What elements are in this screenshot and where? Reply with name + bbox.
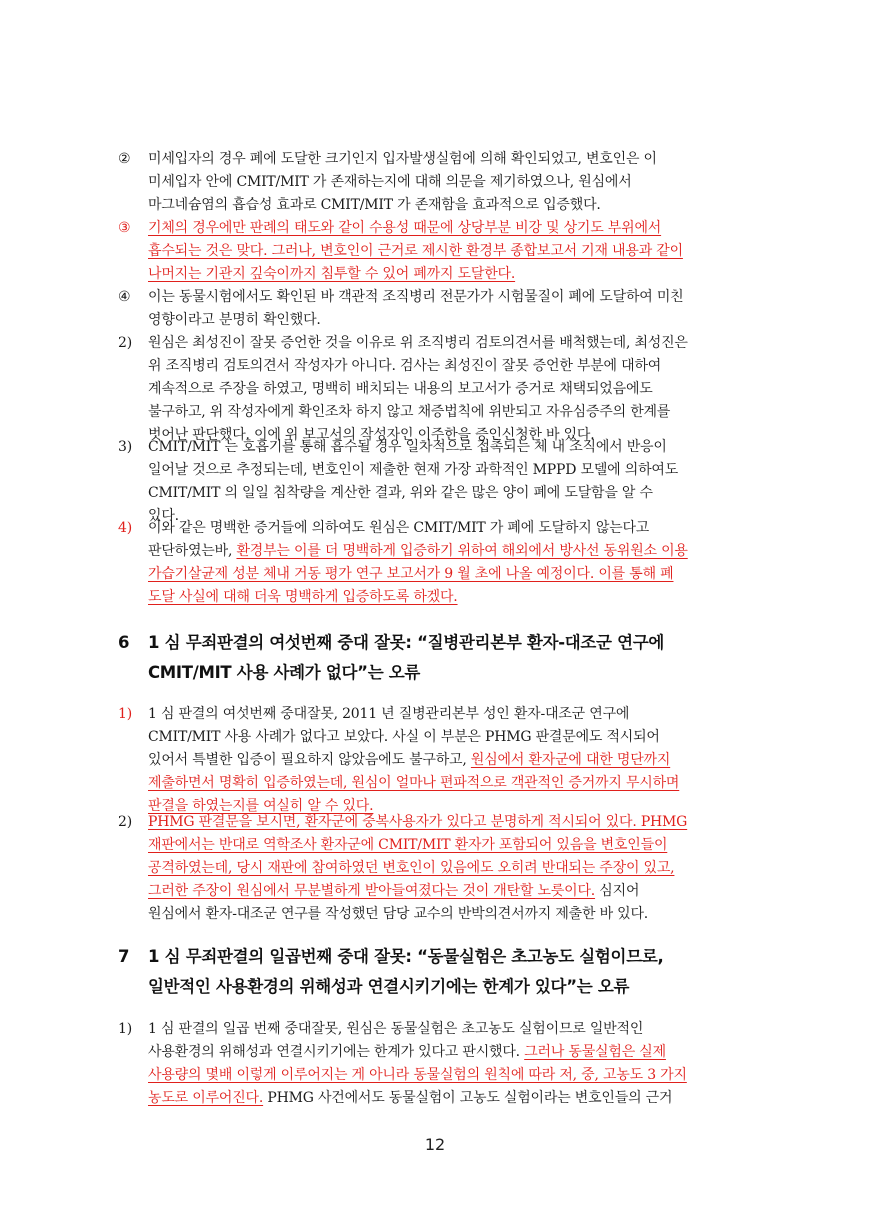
text-run: 원심에서 환자-대조군 연구를 작성했던 담당 교수의 반박의견서까지 제출한 바 있다. — [148, 906, 649, 922]
text-run: 1 심 판결의 여섯번째 중대잘못, 2011 년 질병관리본부 성인 환자-대조군 연구에 — [148, 706, 630, 722]
list-item — [118, 1018, 738, 1110]
text-line — [148, 703, 738, 726]
list-item — [118, 703, 738, 818]
emphasized-text: 공격하였는데, 당시 재판에 참여하였던 변호인이 있음에도 오히려 반대되는 주장이 있고, — [148, 860, 675, 876]
section-number: 6 — [118, 633, 130, 652]
emphasized-text: 그러한 주장이 원심에서 무분별하게 받아들여졌다는 것이 개탄할 노릇이다. — [148, 883, 596, 899]
list-item-body — [148, 703, 738, 818]
section-number: 7 — [118, 947, 130, 966]
list-marker: 1) — [118, 706, 132, 722]
list-marker: 2) — [118, 335, 132, 351]
text-line — [148, 148, 738, 171]
list-marker: ② — [118, 151, 131, 167]
emphasized-text: 재판에서는 반대로 역학조사 환자군에 CMIT/MIT 환자가 포함되어 있음을 변호인들이 — [148, 837, 668, 853]
text-run: 마그네슘염의 흡습성 효과로 CMIT/MIT 가 존재함을 효과적으로 입증했다. — [148, 197, 601, 213]
list-marker: 4) — [118, 520, 132, 536]
text-line — [148, 1018, 738, 1041]
text-line — [148, 459, 738, 482]
emphasized-text: 제출하면서 명확히 입증하였는데, 원심이 얼마나 편파적으로 객관적인 증거까지 무시하며 — [148, 775, 680, 791]
list-item — [118, 811, 738, 926]
text-line — [148, 355, 738, 378]
text-run: CMIT/MIT 의 일일 침착량을 계산한 결과, 위와 같은 많은 양이 폐에 도달함을 알 수 — [148, 485, 653, 501]
text-run: 원심은 최성진이 잘못 증언한 것을 이유로 위 조직병리 검토의견서를 배척했는데, 최성진은 — [148, 335, 688, 351]
text-line — [148, 586, 738, 609]
text-line — [148, 436, 738, 459]
text-line — [148, 834, 738, 857]
text-run: 영향이라고 분명히 확인했다. — [148, 312, 321, 328]
text-line — [148, 401, 738, 424]
list-item-body — [148, 436, 738, 528]
list-item-body — [148, 148, 738, 217]
list-item — [118, 286, 738, 332]
text-run: 일어날 것으로 추정되는데, 변호인이 제출한 현재 가장 과학적인 MPPD 모델에 의하여도 — [148, 462, 679, 478]
section-title-line: CMIT/MIT 사용 사례가 없다”는 오류 — [148, 663, 421, 682]
emphasized-text: 그러나 동물실험은 실제 — [524, 1044, 666, 1060]
text-line — [148, 811, 738, 834]
emphasized-text: 나머지는 기관지 깊숙이까지 침투할 수 있어 폐까지 도달한다. — [148, 266, 516, 282]
emphasized-text: 환경부는 이를 더 명백하게 입증하기 위하여 해외에서 방사선 동위원소 이용 — [236, 543, 688, 559]
emphasized-text: 기체의 경우에만 판례의 태도와 같이 수용성 때문에 상당부분 비강 및 상기도 부위에서 — [148, 220, 662, 236]
list-item-body — [148, 286, 738, 332]
section-heading-6 — [118, 628, 758, 688]
text-line — [148, 772, 738, 795]
list-marker: ③ — [118, 220, 131, 236]
text-run: 벗어난 판단했다. 이에 위 보고서의 작성자인 이주한을 증인신청한 바 있다. — [148, 427, 595, 443]
emphasized-text: 판결을 하였는지를 여실히 알 수 있다. — [148, 798, 374, 814]
text-line — [148, 1087, 738, 1110]
text-line — [148, 857, 738, 880]
section-heading-7 — [118, 942, 758, 1002]
text-run: 미세입자 안에 CMIT/MIT 가 존재하는지에 대해 의문을 제기하였으나, 원심에서 — [148, 174, 632, 190]
text-line — [148, 749, 738, 772]
text-run: 위 조직병리 검토의견서 작성자가 아니다. 검사는 최성진이 잘못 증언한 부분에 대하여 — [148, 358, 662, 374]
text-line — [148, 194, 738, 217]
list-marker: ④ — [118, 289, 131, 305]
text-line — [148, 880, 738, 903]
list-item-body — [148, 332, 738, 447]
text-line — [148, 286, 738, 309]
emphasized-text: PHMG 판결문을 보시면, 환자군에 중복사용자가 있다고 분명하게 적시되어 있다. PHMG — [148, 814, 688, 830]
text-line — [148, 171, 738, 194]
text-line — [148, 378, 738, 401]
text-line — [148, 240, 738, 263]
list-item-body — [148, 517, 738, 609]
text-line — [148, 540, 738, 563]
list-item — [118, 332, 738, 447]
list-marker: 1) — [118, 1021, 132, 1037]
text-run: 이는 동물시험에서도 확인된 바 객관적 조직병리 전문가가 시험물질이 폐에 도달하여 미친 — [148, 289, 684, 305]
text-line — [148, 517, 738, 540]
list-item-body — [148, 1018, 738, 1110]
text-line — [148, 1041, 738, 1064]
list-item — [118, 148, 738, 217]
text-line — [148, 217, 738, 240]
section-title-line: 일반적인 사용환경의 위해성과 연결시키기에는 한계가 있다”는 오류 — [148, 977, 630, 996]
emphasized-text: 흡수되는 것은 맞다. 그러나, 변호인이 근거로 제시한 환경부 종합보고서 기재 내용과 같이 — [148, 243, 683, 259]
list-item — [118, 436, 738, 528]
emphasized-text: 원심에서 환자군에 대한 명단까지 — [470, 752, 671, 768]
text-run: 사용환경의 위해성과 연결시키기에는 한계가 있다고 판시했다. — [148, 1044, 525, 1060]
emphasized-text: 도달 사실에 대해 더욱 명백하게 입증하도록 하겠다. — [148, 589, 458, 605]
text-run: 불구하고, 위 작성자에게 확인조차 하지 않고 채증법칙에 위반되고 자유심증주의 한계를 — [148, 404, 671, 420]
text-line — [148, 1064, 738, 1087]
text-run: 있다. — [148, 508, 179, 524]
list-marker: 3) — [118, 439, 132, 455]
list-marker: 2) — [118, 814, 132, 830]
list-item-body — [148, 217, 738, 286]
text-line — [148, 332, 738, 355]
text-run: 계속적으로 주장을 하였고, 명백히 배치되는 내용의 보고서가 증거로 채택되었음에도 — [148, 381, 653, 397]
text-run: 판단하였는바, — [148, 543, 237, 559]
text-line — [148, 903, 738, 926]
list-item — [118, 517, 738, 609]
section-title-line: 1 심 무죄판결의 여섯번째 중대 잘못: “질병관리본부 환자-대조군 연구에 — [148, 633, 665, 652]
text-line — [148, 263, 738, 286]
text-line — [148, 726, 738, 749]
emphasized-text: 사용량의 몇배 이렇게 이루어지는 게 아니라 동물실험의 원칙에 따라 저, 중, 고농도 3 가지 — [148, 1067, 687, 1083]
list-item — [118, 217, 738, 286]
text-run: 미세입자의 경우 폐에 도달한 크기인지 입자발생실험에 의해 확인되었고, 변호인은 이 — [148, 151, 657, 167]
page-number: 12 — [424, 1135, 446, 1154]
text-run: CMIT/MIT 는 호흡기를 통해 흡수될 경우 일차적으로 접촉되는 체 내 조직에서 반응이 — [148, 439, 667, 455]
text-run: CMIT/MIT 사용 사례가 없다고 보았다. 사실 이 부분은 PHMG 판결문에도 적시되어 — [148, 729, 660, 745]
text-run: 이와 같은 명백한 증거들에 의하여도 원심은 CMIT/MIT 가 폐에 도달하지 않는다고 — [148, 520, 650, 536]
text-run: 1 심 판결의 일곱 번째 중대잘못, 원심은 동물실험은 초고농도 실험이므로 일반적인 — [148, 1021, 644, 1037]
text-line — [148, 309, 738, 332]
text-run: 있어서 특별한 입증이 필요하지 않았음에도 불구하고, — [148, 752, 471, 768]
list-item-body — [148, 811, 738, 926]
emphasized-text: 농도로 이루어진다. — [148, 1090, 264, 1106]
section-title-line: 1 심 무죄판결의 일곱번째 중대 잘못: “동물실험은 초고농도 실험이므로, — [148, 947, 664, 966]
text-line — [148, 482, 738, 505]
text-line — [148, 563, 738, 586]
emphasized-text: 가습기살균제 성분 체내 거동 평가 연구 보고서가 9 월 초에 나올 예정이다. 이를 통해 폐 — [148, 566, 674, 582]
text-run: 심지어 — [595, 883, 640, 899]
text-run: PHMG 사건에서도 동물실험이 고농도 실험이라는 변호인들의 근거 — [263, 1090, 673, 1106]
